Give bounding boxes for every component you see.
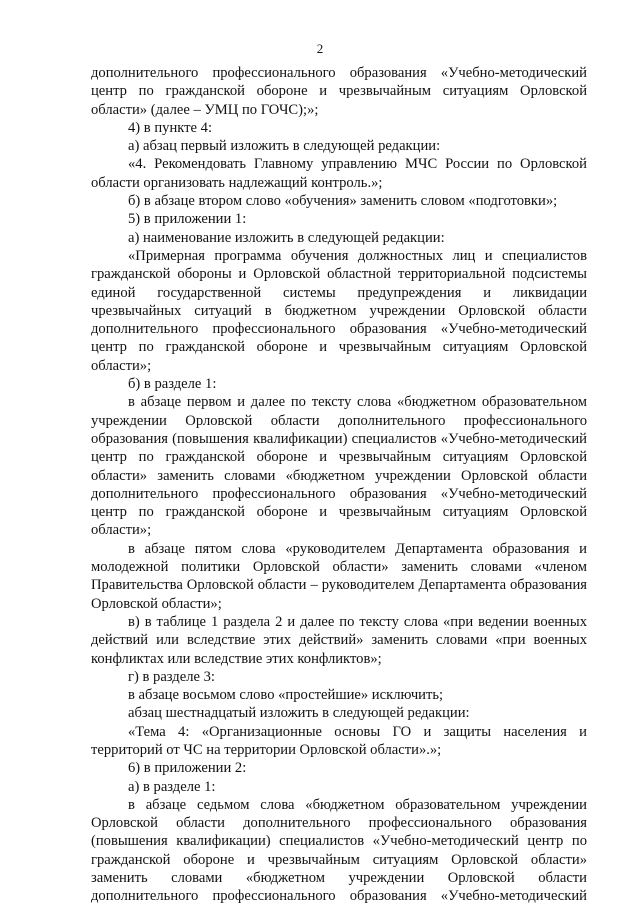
paragraph: в абзаце седьмом слова «бюджетном образовательном учреждении Орловской области дополнительного профессионального образования (повышения квалификации) специалистов «Учебно-методический центр по гражданской обороне и чрезвычайным ситуациям Орловской области» заменить словами «бюджетном учреждении Орловской области дополнительного профессионального образования «Учебно-методический (91, 796, 587, 905)
paragraph: а) абзац первый изложить в следующей редакции: (128, 138, 441, 155)
paragraph: 6) в приложении 2: (128, 760, 247, 777)
paragraph: «4. Рекомендовать Главному управлению МЧС России по Орловской области организовать надлежащий контроль.»; (91, 156, 587, 191)
paragraph: а) наименование изложить в следующей редакции: (128, 229, 445, 246)
paragraph: в абзаце первом и далее по тексту слова «бюджетном образовательном учреждении Орловской области дополнительного профессионального образования (повышения квалификации) специалистов «Учебно-методический центр по гражданской обороне и чрезвычайным ситуациям Орловской области» заменить словами «бюджетном учреждении Орловской области дополнительного профессионального образования «Учебно-методический центр по гражданской обороне и чрезвычайным ситуациям Орловской области»; (91, 394, 587, 539)
paragraph: б) в абзаце втором слово «обучения» заменить словом «подготовки»; (128, 193, 558, 210)
paragraph: абзац шестнадцатый изложить в следующей редакции: (128, 705, 470, 722)
paragraph: б) в разделе 1: (128, 376, 217, 393)
paragraph: в абзаце пятом слова «руководителем Департамента образования и молодежной политики Орловской области» заменить словами «членом Правительства Орловской области – руководителем Департамента образования Орловской области»; (91, 540, 587, 612)
paragraph: дополнительного профессионального образования «Учебно-методический центр по гражданской обороне и чрезвычайным ситуациям Орловской области» (далее – УМЦ по ГОЧС);»; (91, 65, 587, 118)
paragraph: 5) в приложении 1: (128, 211, 247, 228)
document-body (91, 64, 587, 906)
paragraph: 4) в пункте 4: (128, 119, 213, 136)
paragraph: «Примерная программа обучения должностных лиц и специалистов гражданской обороны и Орловской областной территориальной подсистемы единой государственной системы предупреждения и ликвидации чрезвычайных ситуаций в бюджетном учреждении Орловской области дополнительного профессионального образования «Учебно-методический центр по гражданской обороне и чрезвычайным ситуациям Орловской области»; (91, 247, 587, 374)
paragraph: «Тема 4: «Организационные основы ГО и защиты населения и территорий от ЧС на территории Орловской области».»; (91, 723, 587, 758)
page-number: 2 (316, 41, 324, 56)
paragraph: а) в разделе 1: (128, 778, 216, 795)
paragraph: в) в таблице 1 раздела 2 и далее по тексту слова «при ведении военных действий или вследствие этих действий» заменить словами «при военных конфликтах или вследствие этих конфликтов»; (91, 613, 587, 667)
paragraph: в абзаце восьмом слово «простейшие» исключить; (128, 687, 444, 704)
paragraph: г) в разделе 3: (128, 668, 215, 685)
